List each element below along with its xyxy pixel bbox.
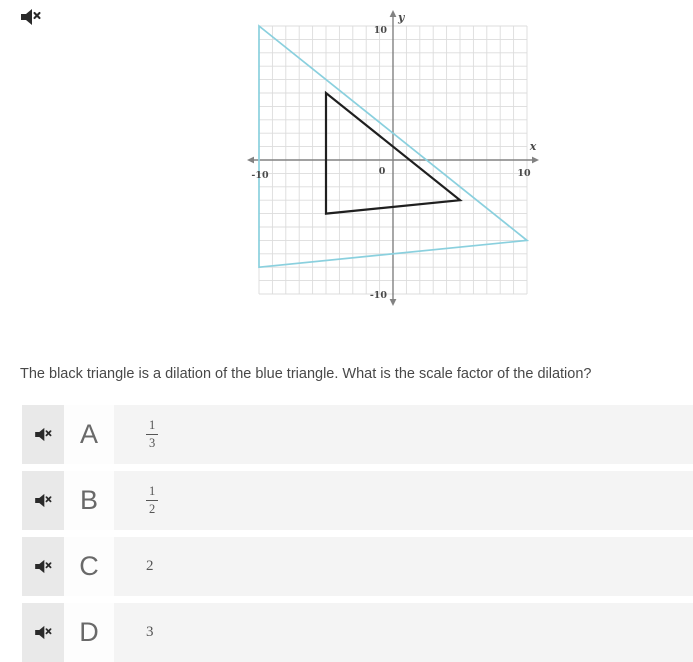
y-min-label: -10: [369, 290, 387, 301]
y-axis-label: y: [398, 11, 405, 24]
answer-value-b: [114, 471, 693, 530]
answer-option-a[interactable]: [22, 405, 693, 464]
answer-letter-a: [64, 405, 114, 464]
answer-option-c[interactable]: [22, 537, 693, 596]
x-max-label: 10: [517, 168, 531, 179]
answer-value-c: [114, 537, 693, 596]
answer-letter-d: [64, 603, 114, 662]
plain-value: 3: [146, 624, 154, 640]
muted-speaker-icon: [34, 625, 53, 640]
plain-value: 2: [146, 558, 154, 574]
x-axis-label: x: [529, 140, 537, 153]
fraction-numerator: 1: [146, 484, 158, 501]
letter-label: D: [79, 617, 99, 647]
answer-value-d: [114, 603, 693, 662]
answer-letter-b: [64, 471, 114, 530]
audio-button-b[interactable]: [22, 471, 64, 530]
answer-option-d[interactable]: [22, 603, 693, 662]
y-max-label: 10: [373, 25, 387, 36]
audio-button-d[interactable]: [22, 603, 64, 662]
fraction-denominator: 3: [149, 436, 156, 450]
letter-label: B: [79, 485, 98, 515]
fraction-value: [146, 418, 158, 451]
audio-button-a[interactable]: [22, 405, 64, 464]
graph-region: [243, 0, 543, 318]
muted-speaker-icon: [34, 493, 53, 508]
letter-label: C: [79, 551, 99, 581]
answer-option-b[interactable]: [22, 471, 693, 530]
question-text: The black triangle is a dilation of the blue triangle. What is the scale factor of the dilation?: [20, 366, 592, 382]
answer-letter-c: [64, 537, 114, 596]
x-glyph: [35, 13, 40, 18]
answer-value-a: [114, 405, 693, 464]
audio-button-c[interactable]: [22, 537, 64, 596]
x-min-label: -10: [251, 170, 269, 181]
origin-label: 0: [378, 166, 386, 177]
y-axis-top-arrow: [390, 10, 397, 17]
fraction-numerator: 1: [146, 418, 158, 435]
fraction-denominator: 2: [149, 502, 156, 516]
y-axis-bottom-arrow: [390, 299, 397, 306]
muted-speaker-icon: [34, 559, 53, 574]
muted-speaker-icon: [34, 427, 53, 442]
x-axis-right-arrow: [532, 157, 539, 164]
x-axis-left-arrow: [247, 157, 254, 164]
mute-audio-icon[interactable]: [20, 8, 42, 26]
speaker-glyph: [21, 9, 32, 25]
letter-label: A: [79, 419, 98, 449]
coordinate-plane: [243, 0, 543, 318]
fraction-value: [146, 484, 158, 517]
